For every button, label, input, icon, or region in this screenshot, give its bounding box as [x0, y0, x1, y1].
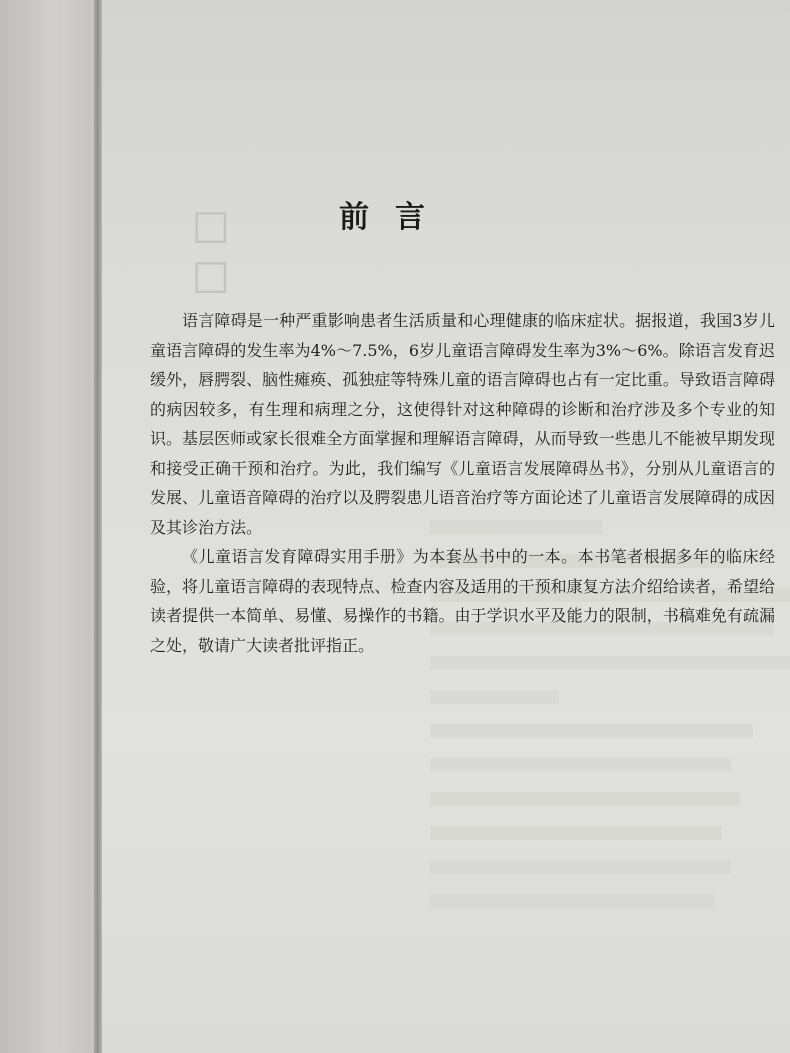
preface-body	[150, 306, 775, 660]
left-page	[0, 0, 100, 1053]
paragraph: 语言障碍是一种严重影响患者生活质量和心理健康的临床症状。据报道，我国3岁儿童语言障碍的发生率为4%～7.5%，6岁儿童语言障碍发生率为3%～6%。除语言发育迟缓外，唇腭裂、脑性瘫痪、孤独症等特殊儿童的语言障碍也占有一定比重。导致语言障碍的病因较多，有生理和病理之分，这使得针对这种障碍的诊断和治疗涉及多个专业的知识。基层医师或家长很难全方面掌握和理解语言障碍，从而导致一些患儿不能被早期发现和接受正确干预和治疗。为此，我们编写《儿童语言发展障碍丛书》，分别从儿童语言的发展、儿童语音障碍的治疗以及腭裂患儿语音治疗等方面论述了儿童语言发展障碍的成因及其诊治方法。	[150, 311, 775, 537]
book-spine	[94, 0, 102, 1053]
show-through-text: □	[192, 202, 230, 248]
page-title: 前言	[339, 200, 451, 235]
paragraph: 《儿童语言发育障碍实用手册》为本套丛书中的一本。本书笔者根据多年的临床经验，将儿童语言障碍的表现特点、检查内容及适用的干预和康复方法介绍给读者，希望给读者提供一本简单、易懂、易操作的书籍。由于学识水平及能力的限制，书稿难免有疏漏之处，敬请广大读者批评指正。	[150, 547, 775, 655]
show-through-text: □	[192, 252, 230, 298]
